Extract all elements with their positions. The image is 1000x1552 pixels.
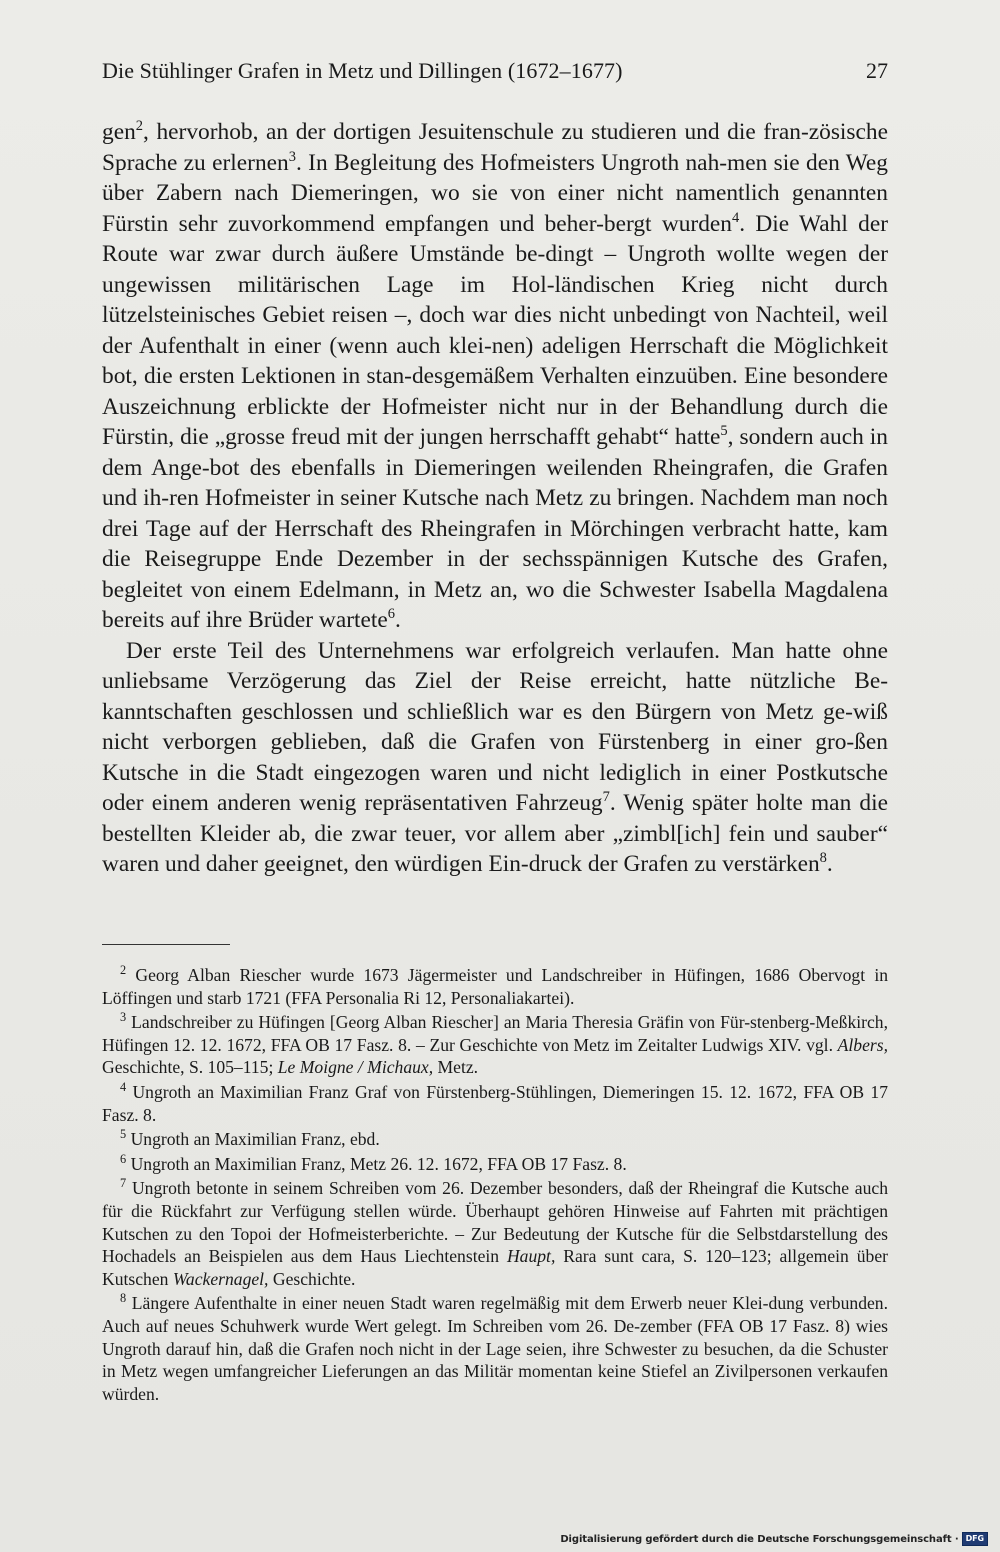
- text-run: . In Begleitung des Hofmeisters Ungroth nah-men sie den Weg über Zabern nach Diemeringen, wo sie von einer nicht namentlich genannten Fürstin sehr zuvorkommend empfangen und beher-bergt wurden: [102, 149, 888, 237]
- text-run: gen: [102, 119, 136, 145]
- footnote-ref: 5: [720, 423, 728, 440]
- footnote-5: [102, 1128, 888, 1151]
- footnote-rule: [102, 944, 230, 945]
- digitization-credit: [560, 1532, 988, 1546]
- footnote-6: [102, 1153, 888, 1176]
- footnote-3: [102, 1011, 888, 1079]
- footnote-7: [102, 1177, 888, 1290]
- footnote-text: Landschreiber zu Hüfingen [Georg Alban Riescher] an Maria Theresia Gräfin von Für-stenberg-Meßkirch, Hüfingen 12. 12. 1672, FFA OB 17 Fasz. 8. – Zur Geschichte von Metz im Zeitalter Ludwigs XIV. vgl.: [102, 1012, 888, 1055]
- footnote-text: Ungroth an Maximilian Franz, Metz 26. 12. 1672, FFA OB 17 Fasz. 8.: [130, 1153, 627, 1174]
- footnote-ref: 2: [135, 118, 144, 135]
- footnote-text: Geschichte, S. 105–115;: [102, 1057, 278, 1078]
- footnote-number: 6: [120, 1151, 127, 1166]
- footnote-text: Ungroth an Maximilian Franz, ebd.: [130, 1129, 380, 1150]
- footnote-ref: 7: [602, 789, 610, 806]
- author-name: Le Moigne / Michaux,: [277, 1057, 434, 1078]
- footnote-ref: 3: [288, 148, 296, 165]
- footnotes: [102, 964, 888, 1407]
- dfg-logo-icon: DFG: [962, 1532, 988, 1546]
- author-name: Haupt,: [506, 1246, 556, 1267]
- paragraph-2: [102, 636, 888, 880]
- footnote-ref: 8: [819, 850, 827, 867]
- text-run: .: [395, 607, 401, 633]
- footnote-text: Ungroth betonte in seinem Schreiben vom 26. Dezember besonders, daß der Rheingraf die Kutsche auch für die Rückfahrt zur Verfügung stellen würde. Überhaupt gehören Hinweise auf Fahrten mit prächtigen Kutschen zu den Topoi der Hofmeisterberichte. – Zur Bedeutung der Kutsche für die Selbstdarstellung des Hochadels an Beispielen aus dem Haus Liechtenstein: [102, 1178, 888, 1267]
- footnote-number: 3: [120, 1010, 127, 1025]
- text-run: .: [826, 851, 833, 877]
- author-name: Albers,: [837, 1034, 888, 1055]
- body-text: [102, 117, 888, 880]
- paragraph-1: [102, 117, 888, 636]
- footnote-number: 5: [120, 1127, 127, 1142]
- footnote-text: Georg Alban Riescher wurde 1673 Jägermeister und Landschreiber in Hüfingen, 1686 Obervogt in Löffingen und starb 1721 (FFA Personalia Ri 12, Personaliakartei).: [102, 965, 889, 1008]
- footnote-number: 4: [120, 1080, 127, 1095]
- footnote-2: [102, 964, 888, 1009]
- footnote-4: [102, 1081, 888, 1126]
- footnote-text: Längere Aufenthalte in einer neuen Stadt waren regelmäßig mit dem Erwerb neuer Klei-dung verbunden. Auch auf neues Schuhwerk wurde Wert gelegt. Im Schreiben vom 26. De-zember (FFA OB 17 Fasz. 8) wies Ungroth darauf hin, daß die Grafen noch nicht in der Lage seien, ihre Schwester zu besuchen, da die Schuster in Metz wegen umfangreicher Lieferungen an das Militär momentan keine Stiefel an Zivilpersonen verkaufen würden.: [102, 1293, 888, 1404]
- footnote-ref: 4: [731, 209, 740, 226]
- author-name: Wackernagel,: [172, 1268, 269, 1289]
- footnote-ref: 6: [387, 606, 395, 623]
- footnote-number: 8: [120, 1291, 127, 1306]
- footnote-text: Rara sunt cara, S. 120–123; allgemein über Kutschen: [102, 1246, 888, 1289]
- text-run: . Die Wahl der Route war zwar durch äußere Umstände be-dingt – Ungroth wollte wegen der ungewissen militärischen Lage im Hol-ländischen Krieg nicht durch lützelsteinisches Gebiet reisen –, doch war dies nicht unbedingt von Nachteil, weil der Aufenthalt in einer (wenn auch klei-nen) adeligen Herrschaft die Möglichkeit bot, die ersten Lektionen in stan-desgemäßem Verhalten einzuüben. Eine besondere Auszeichnung erblickte der Hofmeister nicht nur in der Behandlung durch die Fürstin, die „grosse freud mit der jungen herrschafft gehabt“ hatte: [102, 210, 889, 450]
- text-run: . Wenig später holte man die bestellten Kleider ab, die zwar teuer, vor allem aber „zimbl[ich] fein und sauber“ waren und daher geeignet, den würdigen Ein-druck der Grafen zu verstärken: [102, 790, 888, 877]
- footnote-text: Ungroth an Maximilian Franz Graf von Fürstenberg-Stühlingen, Diemeringen 15. 12. 1672, FFA OB 17 Fasz. 8.: [102, 1081, 888, 1125]
- credit-text: Digitalisierung gefördert durch die Deutsche Forschungsgemeinschaft ·: [560, 1533, 959, 1545]
- footnote-8: [102, 1292, 888, 1405]
- page-number: 27: [866, 58, 888, 83]
- footnote-text: Metz.: [433, 1057, 479, 1078]
- footnote-number: 2: [120, 963, 127, 978]
- text-run: Der erste Teil des Unternehmens war erfolgreich verlaufen. Man hatte ohne unliebsame Verzögerung das Ziel der Reise erreicht, hatte nützliche Be-kanntschaften geschlossen und schließlich war es den Bürgern von Metz ge-wiß nicht verborgen geblieben, daß die Grafen von Fürstenberg in einer gro-ßen Kutsche in die Stadt eingezogen waren und nicht lediglich in einer Postkutsche oder einem anderen wenig repräsentativen Fahrzeug: [102, 637, 888, 816]
- footnote-number: 7: [120, 1176, 127, 1191]
- running-title: Die Stühlinger Grafen in Metz und Dillingen (1672–1677): [102, 58, 623, 83]
- footnote-text: Geschichte.: [268, 1268, 356, 1289]
- text-run: , sondern auch in dem Ange-bot des ebenfalls in Diemeringen weilenden Rheingrafen, die Grafen und ih-ren Hofmeister in seiner Kutsche nach Metz zu bringen. Nachdem man noch drei Tage auf der Herrschaft des Rheingrafen in Mörchingen verbracht hatte, kam die Reisegruppe Ende Dezember in der sechsspännigen Kutsche des Grafen, begleitet von einem Edelmann, in Metz an, wo die Schwester Isabella Magdalena bereits auf ihre Brüder wartete: [102, 424, 889, 633]
- text-run: , hervorhob, an der dortigen Jesuitenschule zu studieren und die fran-zösische Sprache zu erlernen: [102, 119, 888, 176]
